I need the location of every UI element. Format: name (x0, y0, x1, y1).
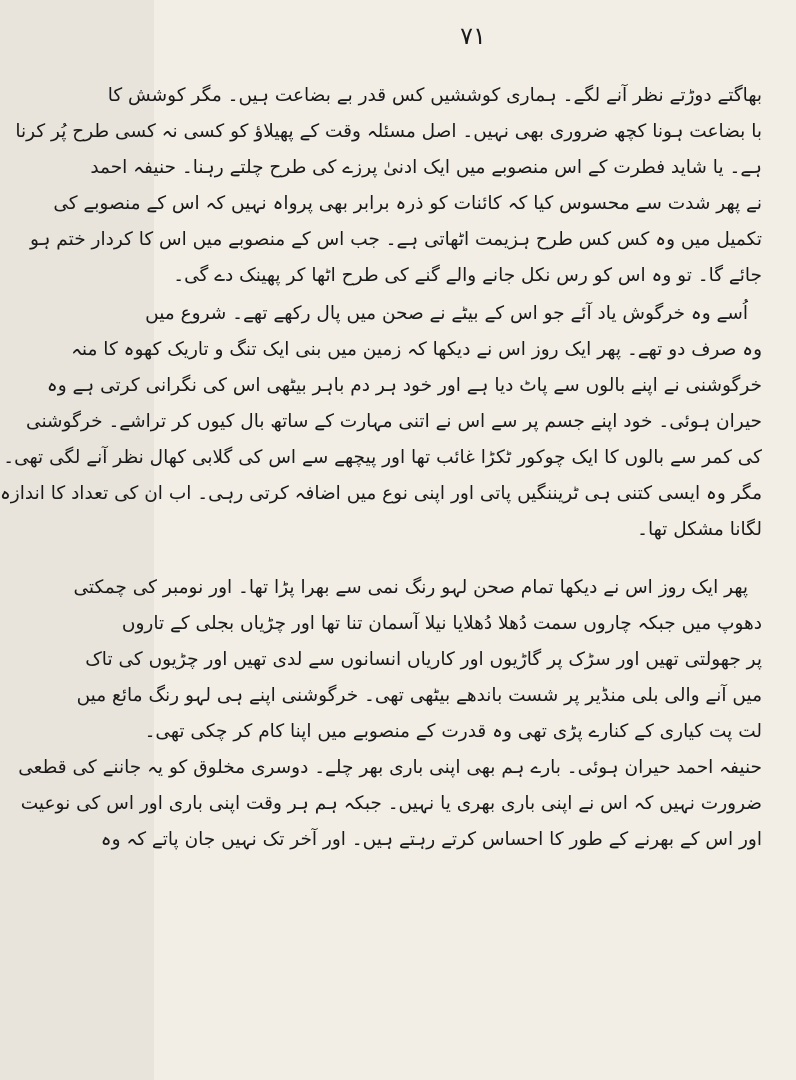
text-line: لگانا مشکل تھا۔ (637, 519, 762, 540)
text-line: جائے گا۔ تو وہ اس کو رس نکل جانے والے گنے کی طرح اٹھا کر پھینک دے گی۔ (173, 265, 762, 286)
text-line: وہ صرف دو تھے۔ پھر ایک روز اس نے دیکھا کہ زمین میں بنی ایک تنگ و تاریک کھوہ کا منہ (71, 339, 762, 360)
text-line: اور اس کے بھرنے کے طور کا احساس کرتے رہتے ہیں۔ اور آخر تک نہیں جان پاتے کہ وہ (100, 829, 762, 850)
text-line: دھوپ میں جبکہ چاروں سمت دُھلا دُھلایا نیلا آسمان تنا تھا اور چڑیاں بجلی کے تاروں (121, 613, 762, 634)
text-line: با بضاعت ہونا کچھ ضروری بھی نہیں۔ اصل مسئلہ وقت کے پھیلاؤ کو کسی نہ کسی طرح پُر کرنا (15, 121, 762, 142)
text-line: ضرورت نہیں کہ اس نے اپنی باری بھری یا نہیں۔ جبکہ ہم ہر وقت اپنی باری اور اس کی نوعیت (20, 793, 762, 814)
paragraph-1 (15, 78, 762, 294)
text-line: میں آنے والی بلی منڈیر پر شست باندھے بیٹھی تھی۔ خرگوشنی اپنے ہی لہو رنگ مائع میں (76, 685, 762, 706)
text-line: تکمیل میں وہ کس کس طرح ہزیمت اٹھاتی ہے۔ جب اس کے منصوبے میں اس کا کردار ختم ہو (30, 229, 762, 250)
page-number: ۷۱ (460, 22, 486, 50)
text-line: خرگوشنی نے اپنے بالوں سے پاٹ دیا ہے اور خود ہر دم باہر بیٹھی اس کی نگرانی کرتی ہے وہ (46, 375, 762, 396)
text-line: نے پھر شدت سے محسوس کیا کہ کائنات کو ذرہ برابر بھی پرواہ نہیں کہ اس کے منصوبے کی (53, 193, 762, 214)
text-line: ہے۔ یا شاید فطرت کے اس منصوبے میں ایک ادنیٰ پرزے کی طرح چلتے رہنا۔ حنیفہ احمد (90, 157, 762, 178)
text-line: حنیفہ احمد حیران ہوئی۔ بارے ہم بھی اپنی باری بھر چلے۔ دوسری مخلوق کو یہ جاننے کی قطعی (18, 757, 762, 778)
text-line: پر جھولتی تھیں اور سڑک پر گاڑیوں اور کاریاں انسانوں سے لدی تھیں اور چڑیوں کی تاک (85, 649, 762, 670)
paragraph-2 (0, 296, 762, 548)
text-line: مگر وہ ایسی کتنی ہی ٹریننگیں پاتی اور اپنی نوع میں اضافہ کرتی رہی۔ اب ان کی تعداد کا اندازہ (0, 483, 762, 504)
text-line: کی کمر سے بالوں کا ایک چوکور ٹکڑا غائب تھا اور پیچھے سے اس کی گلابی کھال نظر آنے لگی تھی۔ (3, 447, 762, 468)
text-line: اُسے وہ خرگوش یاد آئے جو اس کے بیٹے نے صحن میں پال رکھے تھے۔ شروع میں (145, 303, 748, 324)
text-line: پھر ایک روز اس نے دیکھا تمام صحن لہو رنگ نمی سے بھرا پڑا تھا۔ اور نومبر کی چمکتی (73, 577, 748, 598)
text-line: لت پت کیاری کے کنارے پڑی تھی وہ قدرت کے منصوبے میں اپنا کام کر چکی تھی۔ (144, 721, 762, 742)
text-line: حیران ہوئی۔ خود اپنے جسم پر سے اس نے اتنی مہارت کے ساتھ بال کیوں کر تراشے۔ خرگوشنی (26, 411, 762, 432)
text-line: بھاگتے دوڑتے نظر آنے لگے۔ ہماری کوششیں کس قدر بے بضاعت ہیں۔ مگر کوشش کا (107, 85, 762, 106)
paragraph-3 (18, 570, 762, 858)
